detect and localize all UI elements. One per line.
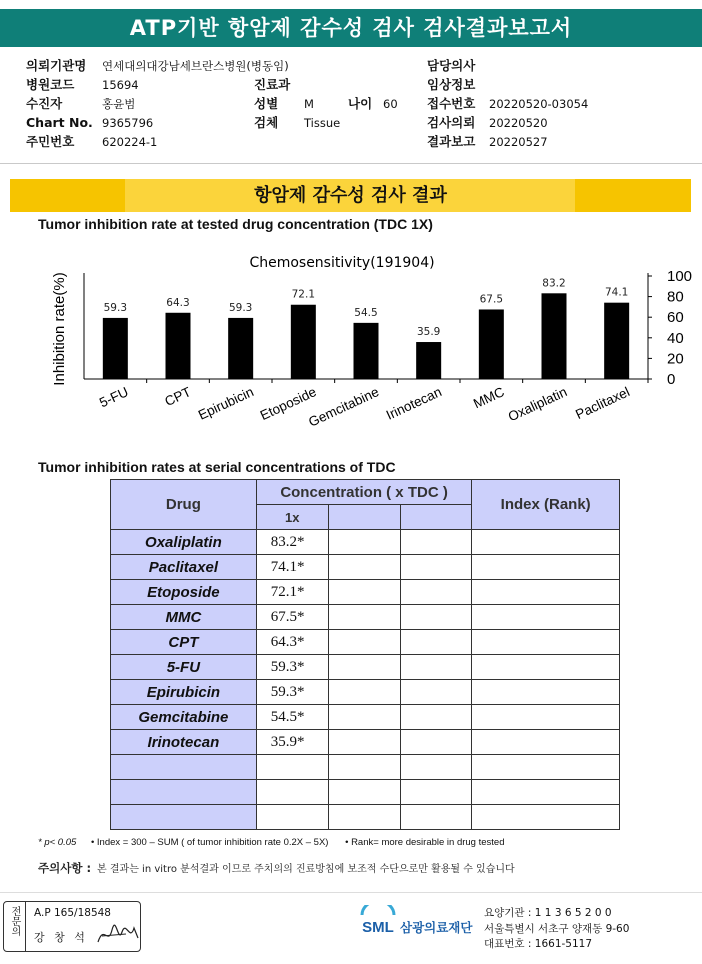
- dept-label: 진료과: [254, 77, 291, 92]
- specimen-label: 검체: [254, 115, 279, 130]
- empty-conc-cell: [400, 780, 472, 805]
- rate-1x-cell: 54.5*: [256, 705, 328, 730]
- empty-conc-cell: [328, 655, 400, 680]
- y-tick-label: 60: [667, 309, 684, 327]
- conc-col-2: [328, 505, 400, 530]
- rate-1x-cell: 83.2*: [256, 530, 328, 555]
- age-label: 나이: [348, 96, 373, 111]
- index-rank-cell: [472, 555, 620, 580]
- stamp-id: A.P 165/18548: [34, 907, 111, 919]
- bar: [228, 318, 253, 379]
- drug-name-cell: 5-FU: [111, 655, 257, 680]
- empty-conc-cell: [328, 605, 400, 630]
- signature-icon: [96, 922, 140, 948]
- x-tick-label: Epirubicin: [195, 384, 256, 423]
- index-rank-cell: [472, 580, 620, 605]
- empty-conc-cell: [328, 805, 400, 830]
- table-row: [111, 605, 620, 630]
- x-tick-label: MMC: [471, 384, 507, 412]
- bar-value-label: 83.2: [542, 277, 566, 290]
- index-rank-cell: [472, 630, 620, 655]
- chemosensitivity-chart: [0, 245, 702, 445]
- request-date-label: 검사의뢰: [427, 115, 476, 130]
- conc-col-1x: 1x: [256, 505, 328, 530]
- age-value: 60: [383, 97, 398, 111]
- clinical-info-label: 임상정보: [427, 77, 476, 92]
- chart-title: Chemosensitivity(191904): [249, 255, 435, 271]
- patient-value: 홍윤범: [102, 97, 136, 111]
- table-row: [111, 580, 620, 605]
- caution-text: 본 결과는 in vitro 분석결과 이므로 주치의의 진료방침에 보조적 수단으로만 활용될 수 있습니다: [97, 864, 515, 875]
- rate-1x-cell: 72.1*: [256, 580, 328, 605]
- bar: [604, 303, 629, 379]
- empty-conc-cell: [400, 705, 472, 730]
- index-rank-header: Index (Rank): [472, 480, 620, 530]
- y-tick-label: 100: [667, 268, 693, 285]
- rate-1x-cell: [256, 805, 328, 830]
- drug-name-cell: [111, 780, 257, 805]
- drug-name-cell: Etoposide: [111, 580, 257, 605]
- bar: [416, 342, 441, 379]
- x-tick-label: Irinotecan: [383, 384, 444, 423]
- bar: [166, 313, 191, 379]
- drug-name-cell: CPT: [111, 630, 257, 655]
- table-row: [111, 555, 620, 580]
- table-row: [111, 655, 620, 680]
- table-row: [111, 680, 620, 705]
- rate-1x-cell: 59.3*: [256, 655, 328, 680]
- y-tick-label: 80: [667, 288, 684, 306]
- table-row: [111, 730, 620, 755]
- specimen-value: Tissue: [304, 116, 341, 130]
- index-rank-cell: [472, 755, 620, 780]
- conc-col-3: [400, 505, 472, 530]
- resident-no-label: 주민번호: [26, 134, 75, 149]
- sml-logo-icon: [358, 905, 398, 941]
- report-date-label: 결과보고: [427, 134, 476, 149]
- table-row: [111, 755, 620, 780]
- footnote-index: • Index = 300 – SUM ( of tumor inhibition rate 0.2X – 5X): [90, 837, 329, 848]
- sex-value: M: [304, 97, 314, 111]
- drug-name-cell: Irinotecan: [111, 730, 257, 755]
- drug-name-cell: MMC: [111, 605, 257, 630]
- footnote: [38, 837, 504, 848]
- y-axis-label: Inhibition rate(%): [51, 272, 68, 386]
- report-title: ATP기반 항암제 감수성 검사 검사결과보고서: [0, 9, 702, 47]
- caution-note: [38, 860, 515, 876]
- x-tick-label: CPT: [162, 384, 194, 410]
- footer-divider: [0, 892, 702, 893]
- empty-conc-cell: [400, 680, 472, 705]
- pathologist-stamp: [3, 901, 141, 952]
- rate-1x-cell: 64.3*: [256, 630, 328, 655]
- footnote-p: * p< 0.05: [38, 837, 77, 848]
- bar-value-label: 64.3: [166, 296, 190, 309]
- empty-conc-cell: [328, 730, 400, 755]
- table-row: [111, 705, 620, 730]
- caution-label: 주의사항 :: [38, 861, 92, 875]
- chart-no-value: 9365796: [102, 116, 154, 130]
- empty-conc-cell: [400, 555, 472, 580]
- divider: [0, 163, 702, 164]
- stamp-side-text: 전문의: [9, 906, 20, 936]
- y-tick-label: 0: [667, 371, 676, 388]
- table-heading: Tumor inhibition rates at serial concentrations of TDC: [38, 459, 396, 475]
- empty-conc-cell: [400, 655, 472, 680]
- x-tick-label: Paclitaxel: [573, 384, 632, 423]
- rate-1x-cell: 35.9*: [256, 730, 328, 755]
- y-tick-label: 20: [667, 350, 684, 368]
- footnote-rank: • Rank= more desirable in drug tested: [345, 837, 505, 848]
- report-date-value: 20220527: [489, 135, 548, 149]
- bar: [542, 293, 567, 379]
- results-table: [110, 479, 620, 830]
- y-tick-label: 40: [667, 329, 684, 347]
- table-row: [111, 530, 620, 555]
- resident-no-value: 620224-1: [102, 135, 158, 149]
- table-row: [111, 805, 620, 830]
- table-row: [111, 780, 620, 805]
- empty-conc-cell: [400, 530, 472, 555]
- rate-1x-cell: 67.5*: [256, 605, 328, 630]
- index-rank-cell: [472, 655, 620, 680]
- section-header: [10, 179, 691, 212]
- sex-label: 성별: [254, 96, 279, 111]
- empty-conc-cell: [328, 780, 400, 805]
- hospital-code-label: 병원코드: [26, 77, 75, 92]
- bar: [479, 309, 504, 379]
- index-rank-cell: [472, 805, 620, 830]
- empty-conc-cell: [328, 705, 400, 730]
- drug-name-cell: Paclitaxel: [111, 555, 257, 580]
- rate-1x-cell: [256, 780, 328, 805]
- stamp-name: 강 창 석: [34, 931, 88, 944]
- bar: [354, 323, 379, 379]
- index-rank-cell: [472, 680, 620, 705]
- empty-conc-cell: [400, 755, 472, 780]
- index-rank-cell: [472, 730, 620, 755]
- index-rank-cell: [472, 780, 620, 805]
- org-address: 서울특별시 서초구 양재동 9-60: [484, 922, 630, 935]
- institution-value: 연세대의대강남세브란스병원(병동임): [102, 59, 289, 73]
- drug-name-cell: Gemcitabine: [111, 705, 257, 730]
- bar-value-label: 74.1: [604, 286, 629, 299]
- empty-conc-cell: [400, 630, 472, 655]
- index-rank-cell: [472, 605, 620, 630]
- request-date-value: 20220520: [489, 116, 548, 130]
- org-code: 요양기관 : 1 1 3 6 5 2 0 0: [484, 907, 612, 919]
- table-row: [111, 630, 620, 655]
- drug-column-header: Drug: [111, 480, 257, 530]
- drug-name-cell: [111, 755, 257, 780]
- bar: [103, 318, 128, 379]
- empty-conc-cell: [328, 530, 400, 555]
- empty-conc-cell: [328, 555, 400, 580]
- index-rank-cell: [472, 530, 620, 555]
- org-contact: [484, 906, 629, 953]
- receipt-no-label: 접수번호: [427, 96, 476, 111]
- rate-1x-cell: 74.1*: [256, 555, 328, 580]
- bar-value-label: 59.3: [228, 301, 253, 314]
- concentration-header: Concentration ( x TDC ): [256, 480, 472, 505]
- index-rank-cell: [472, 705, 620, 730]
- empty-conc-cell: [328, 630, 400, 655]
- empty-conc-cell: [328, 755, 400, 780]
- x-tick-label: Gemcitabine: [306, 384, 382, 430]
- empty-conc-cell: [400, 605, 472, 630]
- empty-conc-cell: [400, 580, 472, 605]
- bar-value-label: 67.5: [479, 293, 504, 306]
- empty-conc-cell: [400, 805, 472, 830]
- x-tick-label: Oxaliplatin: [505, 384, 570, 425]
- x-tick-label: Etoposide: [257, 384, 319, 424]
- stamp-side-label: [4, 902, 26, 951]
- chart-heading: Tumor inhibition rate at tested drug concentration (TDC 1X): [38, 216, 433, 232]
- x-tick-label: 5-FU: [97, 384, 131, 411]
- bar: [291, 305, 316, 379]
- bar-value-label: 54.5: [354, 306, 378, 319]
- doctor-label: 담당의사: [427, 58, 476, 73]
- patient-label: 수진자: [26, 96, 63, 111]
- rate-1x-cell: [256, 755, 328, 780]
- bar-value-label: 35.9: [416, 326, 441, 339]
- org-name: 삼광의료재단: [400, 920, 473, 935]
- receipt-no-value: 20220520-03054: [489, 97, 589, 111]
- chart-no-label: Chart No.: [26, 115, 93, 130]
- rate-1x-cell: 59.3*: [256, 680, 328, 705]
- empty-conc-cell: [400, 730, 472, 755]
- empty-conc-cell: [328, 680, 400, 705]
- logo-letters: SML: [362, 919, 394, 936]
- hospital-code-value: 15694: [102, 78, 139, 92]
- drug-name-cell: Oxaliplatin: [111, 530, 257, 555]
- org-phone: 대표번호 : 1661-5117: [484, 938, 593, 950]
- institution-label: 의뢰기관명: [26, 58, 87, 73]
- section-title: 항암제 감수성 검사 결과: [254, 185, 447, 206]
- bar-value-label: 72.1: [291, 288, 316, 301]
- drug-name-cell: [111, 805, 257, 830]
- drug-name-cell: Epirubicin: [111, 680, 257, 705]
- empty-conc-cell: [328, 580, 400, 605]
- bar-value-label: 59.3: [103, 301, 128, 314]
